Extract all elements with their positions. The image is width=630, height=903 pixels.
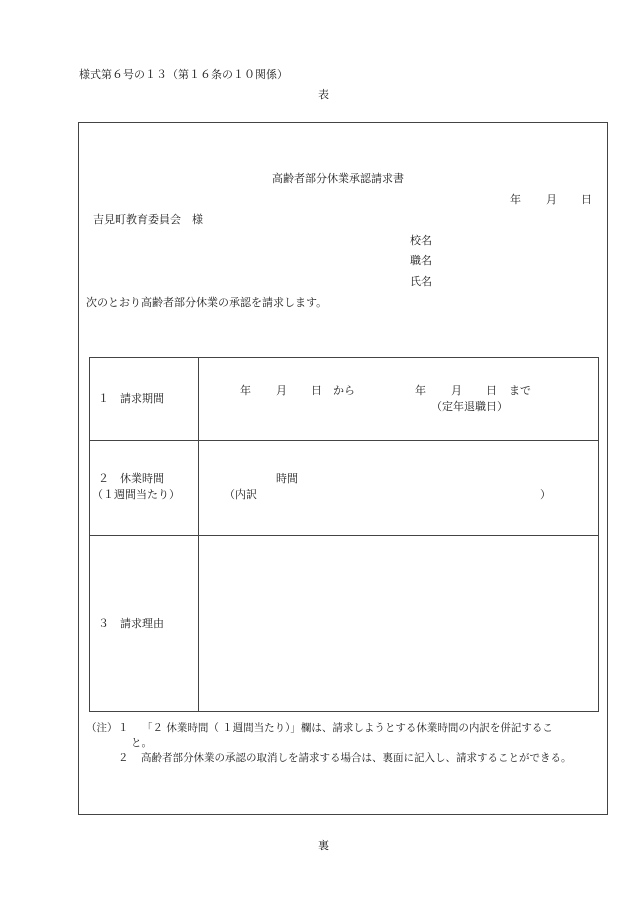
period-end-day: 日 — [486, 384, 497, 397]
retirement-note: （定年退職日） — [431, 400, 508, 413]
period-start-suffix: から — [333, 384, 355, 397]
period-label: １ 請求期間 — [98, 392, 164, 405]
period-end-month: 月 — [451, 384, 462, 397]
hours-unit: 時間 — [276, 472, 298, 485]
breakdown-open: （内訳 — [224, 488, 257, 501]
addressee: 吉見町教育委員会 様 — [93, 213, 203, 226]
notes-prefix: （注） — [86, 722, 118, 734]
note-2-number: ２ — [118, 752, 129, 764]
date-year-label: 年 — [510, 193, 521, 206]
period-start-year: 年 — [240, 384, 251, 397]
request-table — [89, 357, 599, 712]
table-row-divider — [90, 535, 598, 536]
period-end-suffix: まで — [509, 384, 531, 397]
note-1-text: 「２ 休業時間（ １週間当たり）」欄は、請求しようとする休業時間の内訳を併記するこ — [142, 722, 553, 734]
form-title: 高齢者部分休業承認請求書 — [272, 172, 404, 185]
note-1-text-continued: と。 — [131, 737, 152, 749]
reason-label: ３ 請求理由 — [98, 617, 164, 630]
hours-label-per-week: （１週間当たり） — [92, 488, 180, 501]
note-1-number: １ — [118, 722, 129, 734]
period-start-day: 日 — [311, 384, 322, 397]
school-name-label: 校名 — [410, 234, 432, 247]
side-label-front: 表 — [318, 88, 329, 101]
table-row-divider — [90, 440, 598, 441]
form-number: 様式第６号の１３（第１６条の１０関係） — [79, 68, 288, 81]
hours-label: ２ 休業時間 — [98, 472, 164, 485]
intro-text: 次のとおり高齢者部分休業の承認を請求します。 — [86, 296, 328, 309]
period-start-month: 月 — [276, 384, 287, 397]
applicant-name-label: 氏名 — [410, 275, 432, 288]
period-end-year: 年 — [415, 384, 426, 397]
date-day-label: 日 — [581, 193, 592, 206]
date-month-label: 月 — [546, 193, 557, 206]
note-2-text: 高齢者部分休業の承認の取消しを請求する場合は、裏面に記入し、請求することができる。 — [141, 752, 572, 764]
breakdown-close: ） — [540, 488, 551, 501]
side-label-back: 裏 — [318, 839, 329, 852]
position-label: 職名 — [410, 254, 432, 267]
